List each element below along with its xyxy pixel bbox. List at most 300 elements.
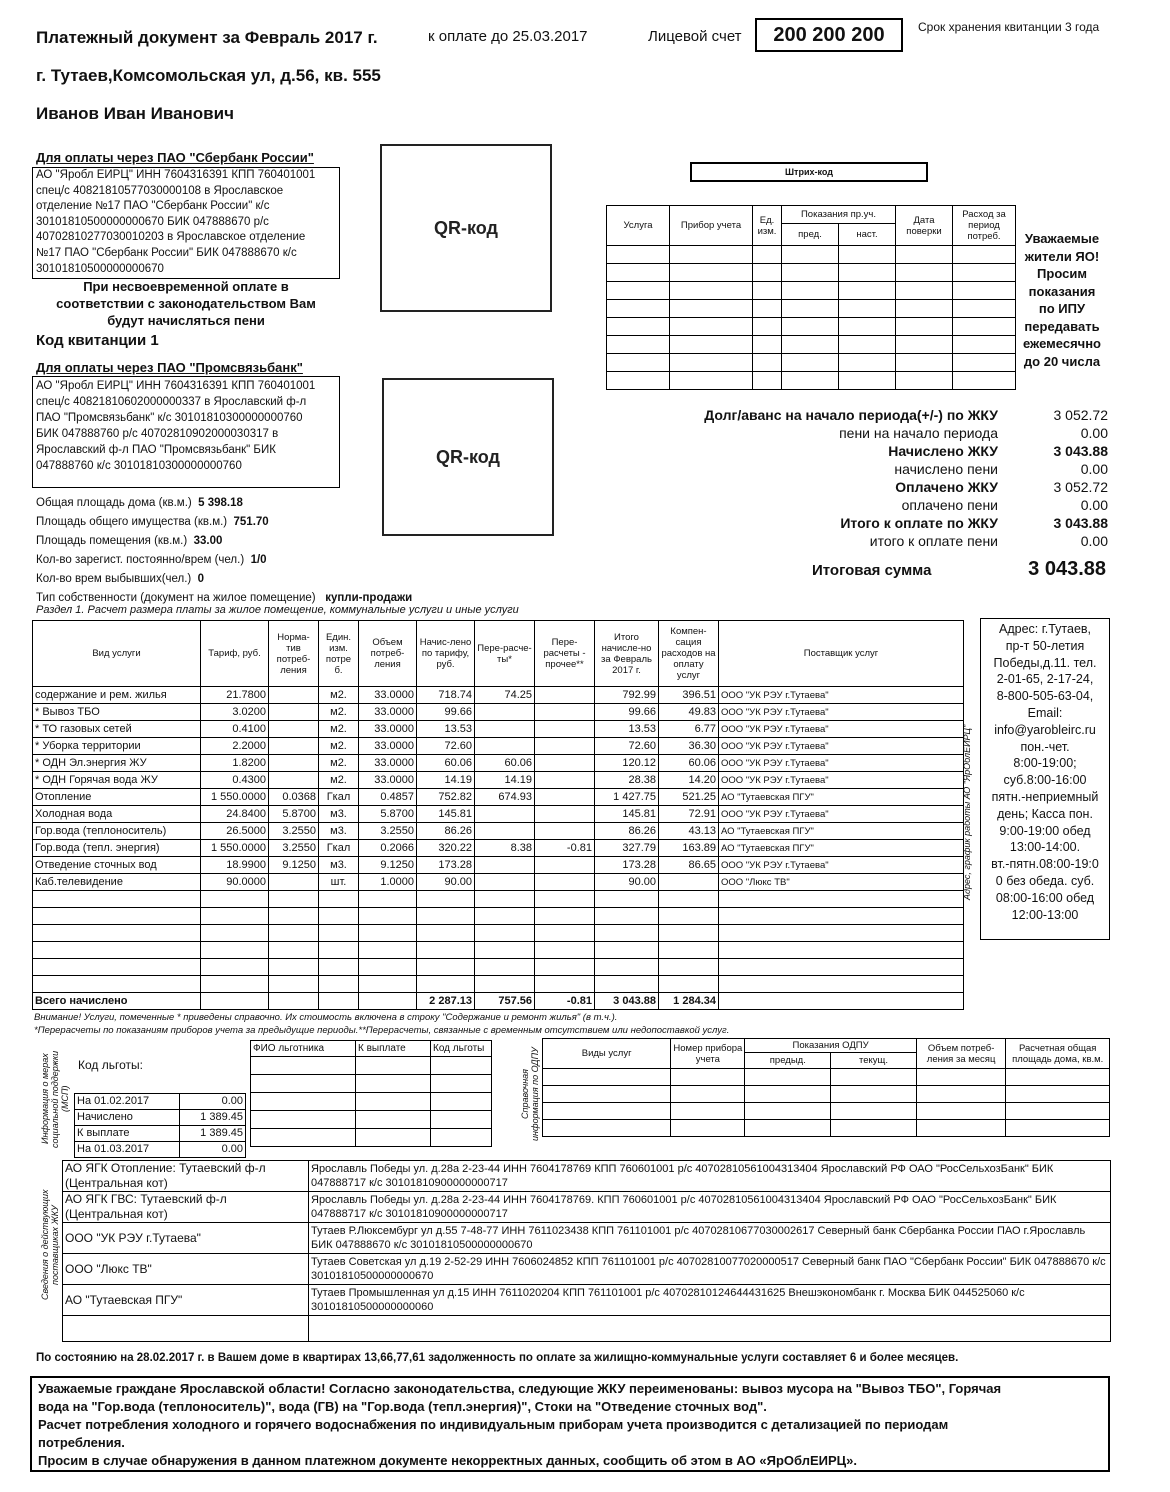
- section-title: Раздел 1. Расчет размера платы за жилое помещение, коммунальные услуги и иные услуги: [36, 604, 519, 616]
- services-cell: 3 043.88: [595, 993, 659, 1010]
- sber-heading: Для оплаты через ПАО "Сбербанк России": [36, 150, 314, 165]
- services-cell: [719, 959, 964, 976]
- services-cell: 521.25: [659, 789, 719, 806]
- services-cell: 163.89: [659, 840, 719, 857]
- services-cell: м3.: [319, 823, 359, 840]
- services-cell: [359, 959, 417, 976]
- services-cell: 26.5000: [201, 823, 269, 840]
- services-row: [33, 874, 964, 891]
- services-row: [33, 721, 964, 738]
- services-cell: [33, 891, 201, 908]
- services-cell: 36.30: [659, 738, 719, 755]
- due-date: к оплате до 25.03.2017: [428, 28, 588, 45]
- services-cell: [359, 942, 417, 959]
- side-address-line: пр-т 50-летия: [1005, 638, 1085, 653]
- services-cell: ООО "УК РЭУ г.Тутаева": [719, 738, 964, 755]
- services-cell: [475, 959, 535, 976]
- services-cell: [201, 976, 269, 993]
- services-cell: АО "Тутаевская ПГУ": [719, 789, 964, 806]
- services-cell: [269, 874, 319, 891]
- services-cell: 9.1250: [269, 857, 319, 874]
- footnotes: [34, 1011, 729, 1037]
- payer-name: Иванов Иван Иванович: [36, 104, 234, 123]
- supplier-row: [63, 1223, 1111, 1254]
- services-cell: 1 550.0000: [201, 840, 269, 857]
- services-cell: [201, 993, 269, 1010]
- sber-line: АО "Яробл ЕИРЦ" ИНН 7604316391 КПП 760401001: [36, 169, 316, 181]
- services-cell: 145.81: [595, 806, 659, 823]
- psb-line: АО "Яробл ЕИРЦ" ИНН 7604316391 КПП 760401001: [36, 380, 316, 392]
- services-cell: * Уборка территории: [33, 738, 201, 755]
- services-cell: 320.22: [417, 840, 475, 857]
- bottom-notice-line: Расчет потребления холодного и горячего водоснабжения по индивидуальным приборам учета производится с детализацией по периодам: [38, 1417, 949, 1432]
- services-table: [32, 620, 964, 1010]
- psb-line: 047888760 к/с 30101810300000000760: [36, 460, 242, 472]
- house-info-row: Кол-во зарегист. постоянно/врем (чел.) 1/0: [36, 554, 267, 566]
- summary-row: Итого к оплате по ЖКУ 3 043.88: [840, 515, 1108, 531]
- services-cell: Отопление: [33, 789, 201, 806]
- services-row: [33, 806, 964, 823]
- services-cell: Гкал: [319, 840, 359, 857]
- bottom-notice-line: вода на "Гор.вода (теплоноситель)", вода (ГВ) на "Гор.вода (тепл.энергия)", Стоки на "Отведение сточных вод".: [38, 1399, 767, 1414]
- services-cell: 86.26: [595, 823, 659, 840]
- services-cell: 72.91: [659, 806, 719, 823]
- side-address-line: вт.-пятн.08:00-19:0: [991, 857, 1099, 872]
- services-cell: [201, 908, 269, 925]
- side-address-line: 08:00-16:00 обед: [995, 890, 1095, 905]
- sber-line: 30101810500000000670 БИК 047888670 р/с: [36, 215, 269, 228]
- sber-line: №17 ПАО "Сбербанк России" БИК 047888670 к/с: [36, 246, 297, 259]
- services-cell: 792.99: [595, 687, 659, 704]
- services-cell: [33, 942, 201, 959]
- services-cell: 13.53: [595, 721, 659, 738]
- services-row: [33, 823, 964, 840]
- services-cell: [475, 874, 535, 891]
- services-header-cell: Вид услуги: [33, 621, 201, 687]
- services-cell: [719, 942, 964, 959]
- services-row: [33, 993, 964, 1010]
- summary-row: оплачено пени 0.00: [901, 497, 1108, 513]
- penalty-line: будут начисляться пени: [107, 313, 265, 328]
- services-cell: [359, 908, 417, 925]
- services-cell: [659, 942, 719, 959]
- services-cell: [359, 976, 417, 993]
- services-cell: [417, 925, 475, 942]
- msp-table: ФИО льготника К выплате Код льготы: [250, 1040, 492, 1147]
- services-cell: [719, 925, 964, 942]
- services-cell: м2.: [319, 704, 359, 721]
- services-cell: [359, 925, 417, 942]
- supplier-row: [63, 1161, 1111, 1192]
- services-cell: 21.7800: [201, 687, 269, 704]
- services-row: [33, 959, 964, 976]
- services-row: [33, 942, 964, 959]
- services-cell: [719, 891, 964, 908]
- services-cell: [475, 721, 535, 738]
- sber-line: 40702810277030010203 в Ярославское отделение: [36, 231, 306, 244]
- house-info-row: Тип собственности (документ на жилое помещение) купли-продажи: [36, 592, 413, 604]
- services-cell: Каб.телевидение: [33, 874, 201, 891]
- suppliers-table: [62, 1160, 1111, 1342]
- services-cell: ООО "УК РЭУ г.Тутаева": [719, 806, 964, 823]
- services-cell: [475, 857, 535, 874]
- services-cell: ООО "УК РЭУ г.Тутаева": [719, 857, 964, 874]
- services-cell: 90.0000: [201, 874, 269, 891]
- services-cell: ООО "УК РЭУ г.Тутаева": [719, 687, 964, 704]
- services-row: [33, 755, 964, 772]
- services-cell: ООО "УК РЭУ г.Тутаева": [719, 772, 964, 789]
- services-cell: [417, 891, 475, 908]
- services-header-cell: Пере-расчеты - прочее**: [535, 621, 595, 687]
- services-row: [33, 857, 964, 874]
- services-cell: [269, 908, 319, 925]
- sber-requisites: [32, 167, 340, 279]
- services-cell: м3.: [319, 857, 359, 874]
- bottom-notice-line: потребления.: [38, 1435, 125, 1450]
- services-cell: [319, 993, 359, 1010]
- services-header-cell: Поставщик услуг: [719, 621, 964, 687]
- services-cell: [535, 857, 595, 874]
- services-cell: 90.00: [417, 874, 475, 891]
- account-label: Лицевой счет: [648, 28, 742, 45]
- services-cell: 60.06: [659, 755, 719, 772]
- services-cell: [719, 908, 964, 925]
- services-cell: [595, 976, 659, 993]
- services-cell: [535, 925, 595, 942]
- meter-table: [606, 205, 1016, 390]
- services-cell: [535, 823, 595, 840]
- services-cell: 60.06: [475, 755, 535, 772]
- services-cell: * Вывоз ТБО: [33, 704, 201, 721]
- services-cell: 99.66: [417, 704, 475, 721]
- services-cell: [535, 976, 595, 993]
- side-address-line: пятн.-неприемный: [991, 789, 1099, 804]
- services-cell: 718.74: [417, 687, 475, 704]
- services-cell: [319, 976, 359, 993]
- house-info-row: Площадь общего имущества (кв.м.) 751.70: [36, 516, 269, 528]
- services-cell: [319, 925, 359, 942]
- side-address-line: 2-01-65, 2-17-24,: [996, 672, 1094, 687]
- services-cell: [201, 891, 269, 908]
- services-cell: [269, 772, 319, 789]
- services-cell: [535, 959, 595, 976]
- services-cell: [719, 993, 964, 1010]
- total-label: Итоговая сумма: [812, 562, 932, 579]
- services-cell: [269, 738, 319, 755]
- services-cell: 33.0000: [359, 755, 417, 772]
- services-cell: [475, 823, 535, 840]
- meter-th: наст.: [839, 224, 896, 246]
- services-row: [33, 840, 964, 857]
- services-row: [33, 687, 964, 704]
- services-cell: 33.0000: [359, 687, 417, 704]
- services-cell: [359, 891, 417, 908]
- footnote: *Перерасчеты по показаниям приборов учета за предыдущие периоды.**Перерасчеты, связанные с временным отсутствием или недопоставкой услуг.: [34, 1025, 730, 1036]
- services-cell: 396.51: [659, 687, 719, 704]
- services-row: [33, 976, 964, 993]
- side-address-line: info@yarobleirc.ru: [994, 722, 1096, 737]
- services-header-cell: Итого начисле-но за Февраль 2017 г.: [595, 621, 659, 687]
- psb-heading: Для оплаты через ПАО "Промсвязьбанк": [36, 360, 303, 375]
- meter-th: Прибор учета: [670, 206, 753, 246]
- services-cell: 1.8200: [201, 755, 269, 772]
- services-cell: [33, 959, 201, 976]
- services-cell: [269, 755, 319, 772]
- services-cell: [475, 806, 535, 823]
- services-cell: [33, 908, 201, 925]
- services-cell: Всего начислено: [33, 993, 201, 1010]
- supplier-name: ООО "Люкс ТВ": [63, 1254, 309, 1285]
- services-cell: Гор.вода (тепл. энергия): [33, 840, 201, 857]
- qr-code-psb: QR-код: [382, 378, 554, 536]
- services-cell: [535, 687, 595, 704]
- services-cell: 18.9900: [201, 857, 269, 874]
- services-cell: Гкал: [319, 789, 359, 806]
- supplier-name: ООО "УК РЭУ г.Тутаева": [63, 1223, 309, 1254]
- services-cell: 86.65: [659, 857, 719, 874]
- qr-code-sber: QR-код: [380, 144, 552, 312]
- services-cell: [535, 772, 595, 789]
- services-cell: 14.20: [659, 772, 719, 789]
- side-address-line: 12:00-13:00: [1011, 907, 1079, 922]
- services-row: [33, 738, 964, 755]
- services-cell: содержание и рем. жилья: [33, 687, 201, 704]
- services-cell: 13.53: [417, 721, 475, 738]
- services-cell: [201, 942, 269, 959]
- penalty-line: соответствии с законодательством Вам: [56, 296, 316, 311]
- services-cell: 145.81: [417, 806, 475, 823]
- footnote: Внимание! Услуги, помеченные * приведены справочно. Их стоимость включена в строку "Содержание и ремонт жилья" (в т.ч.).: [34, 1012, 618, 1023]
- services-cell: [659, 976, 719, 993]
- services-cell: [201, 925, 269, 942]
- services-cell: [269, 976, 319, 993]
- side-address: [981, 619, 1109, 923]
- side-address-box: [980, 618, 1110, 940]
- address: г. Тутаев,Комсомольская ул, д.56, кв. 555: [36, 66, 381, 85]
- supplier-row: [63, 1192, 1111, 1223]
- services-cell: 3.2550: [269, 823, 319, 840]
- services-header-cell: Един. изм. потре б.: [319, 621, 359, 687]
- services-cell: [319, 891, 359, 908]
- services-cell: [535, 874, 595, 891]
- services-cell: м2.: [319, 738, 359, 755]
- services-cell: [535, 721, 595, 738]
- services-cell: [595, 925, 659, 942]
- services-cell: 14.19: [475, 772, 535, 789]
- services-cell: ООО "УК РЭУ г.Тутаева": [719, 704, 964, 721]
- house-info-row: Кол-во врем выбывших(чел.) 0: [36, 573, 205, 585]
- services-header-cell: Пере-расче-ты*: [475, 621, 535, 687]
- services-cell: 0.4300: [201, 772, 269, 789]
- suppliers-vertical-label: Сведения о действующих поставщиках ЖКУ: [40, 1189, 60, 1301]
- services-cell: 3.2550: [359, 823, 417, 840]
- services-cell: 757.56: [475, 993, 535, 1010]
- services-cell: м2.: [319, 772, 359, 789]
- services-cell: [659, 908, 719, 925]
- services-cell: [33, 925, 201, 942]
- services-cell: [417, 959, 475, 976]
- services-cell: [201, 959, 269, 976]
- summary-row: начислено пени 0.00: [894, 461, 1108, 477]
- summary-row: пени на начало периода 0.00: [839, 425, 1108, 441]
- services-cell: [659, 874, 719, 891]
- services-header-cell: Тариф, руб.: [201, 621, 269, 687]
- services-row: [33, 908, 964, 925]
- services-cell: 60.06: [417, 755, 475, 772]
- supplier-requisites: Ярославль Победы ул. д.28а 2-23-44 ИНН 7604178769. КПП 760601001 р/с 40702810561004313404 Ярославский РФ ОАО "РосСельхозБанк" БИК 047888717 к/с 30101810900000000717: [309, 1192, 1111, 1223]
- side-address-line: Победы,д.11. тел.: [993, 655, 1097, 670]
- services-cell: м2.: [319, 721, 359, 738]
- psb-line: спец/с 40821810602000000337 в Ярославский ф-л: [36, 396, 307, 408]
- services-cell: 28.38: [595, 772, 659, 789]
- services-cell: [595, 959, 659, 976]
- meter-th: Дата поверки: [896, 206, 953, 246]
- services-row: [33, 789, 964, 806]
- summary-table: [704, 406, 1108, 550]
- house-info: [36, 494, 412, 608]
- services-cell: 752.82: [417, 789, 475, 806]
- services-cell: [269, 925, 319, 942]
- services-cell: [595, 942, 659, 959]
- ipu-notice: Уважаемые жители ЯО! Просим показания по ИПУ передавать ежемесячно до 20 числа: [1023, 231, 1101, 369]
- services-header-cell: Начис-лено по тарифу, руб.: [417, 621, 475, 687]
- services-cell: [475, 925, 535, 942]
- sber-line: спец/с 40821810577030000108 в Ярославское: [36, 184, 284, 197]
- services-cell: [417, 976, 475, 993]
- services-cell: шт.: [319, 874, 359, 891]
- services-cell: [269, 721, 319, 738]
- penalty-note: [32, 278, 340, 329]
- services-cell: 3.2550: [269, 840, 319, 857]
- meter-th: Расход за период потреб.: [953, 206, 1016, 246]
- barcode: Штрих-код: [690, 162, 928, 182]
- psb-line: БИК 047888760 р/с 40702810902000030317 в: [36, 428, 279, 440]
- services-cell: [417, 908, 475, 925]
- services-cell: 72.60: [417, 738, 475, 755]
- services-cell: [535, 908, 595, 925]
- side-address-line: 8:00-19:00;: [1013, 756, 1077, 771]
- odpu-vertical-label: Справочная информация по ОДПУ: [520, 1047, 540, 1141]
- bottom-notice: [30, 1376, 1110, 1472]
- account-number: 200 200 200: [755, 18, 903, 52]
- side-address-line: 8-800-505-63-04,: [996, 689, 1094, 704]
- services-cell: [33, 976, 201, 993]
- supplier-row: [63, 1285, 1111, 1316]
- supplier-requisites: Тутаев Промышленная ул д.15 ИНН 7611020204 КПП 761101001 р/с 40702810124644431625 Внешэкономбанк г. Москва БИК 044525060 к/с 30101810500000000060: [309, 1285, 1111, 1316]
- supplier-name: АО ЯГК Отопление: Тутаевский ф-л (Центральная кот): [63, 1161, 309, 1192]
- services-cell: Гор.вода (теплоноситель): [33, 823, 201, 840]
- meter-th: пред.: [782, 224, 839, 246]
- services-cell: * ОДН Эл.энергия ЖУ: [33, 755, 201, 772]
- services-cell: [535, 942, 595, 959]
- services-cell: * ОДН Горячая вода ЖУ: [33, 772, 201, 789]
- services-cell: [269, 687, 319, 704]
- services-cell: 99.66: [595, 704, 659, 721]
- services-cell: [719, 976, 964, 993]
- services-cell: [269, 959, 319, 976]
- services-cell: 1 550.0000: [201, 789, 269, 806]
- services-cell: ООО "УК РЭУ г.Тутаева": [719, 721, 964, 738]
- services-cell: м2.: [319, 687, 359, 704]
- services-cell: 33.0000: [359, 738, 417, 755]
- services-cell: 24.8400: [201, 806, 269, 823]
- services-cell: [535, 806, 595, 823]
- services-cell: 0.0368: [269, 789, 319, 806]
- services-cell: 72.60: [595, 738, 659, 755]
- services-cell: АО "Тутаевская ПГУ": [719, 823, 964, 840]
- doc-title: Платежный документ за Февраль 2017 г.: [36, 28, 378, 47]
- services-cell: 173.28: [417, 857, 475, 874]
- bottom-notice-line: Просим в случае обнаружения в данном платежном документе некорректных данных, сообщить об этом в АО «ЯрОблЕИРЦ».: [38, 1453, 857, 1468]
- side-address-line: Email:: [1027, 705, 1063, 720]
- side-address-line: Адрес: г.Тутаев,: [998, 622, 1092, 636]
- services-cell: [535, 891, 595, 908]
- services-cell: 0.4857: [359, 789, 417, 806]
- services-cell: 14.19: [417, 772, 475, 789]
- services-cell: [475, 908, 535, 925]
- services-cell: 90.00: [595, 874, 659, 891]
- services-cell: 5.8700: [359, 806, 417, 823]
- supplier-requisites: Тутаев Советская ул д.19 2-52-29 ИНН 7606024852 КПП 761101001 р/с 40702810077020000517 Северный банк ПАО "Сбербанк России" БИК 047888670 к/с 30101810500000000670: [309, 1254, 1111, 1285]
- services-cell: [359, 993, 417, 1010]
- summary-row: Начислено ЖКУ 3 043.88: [888, 443, 1108, 459]
- supplier-name: АО "Тутаевская ПГУ": [63, 1285, 309, 1316]
- services-cell: 120.12: [595, 755, 659, 772]
- services-cell: 5.8700: [269, 806, 319, 823]
- services-cell: 33.0000: [359, 704, 417, 721]
- services-cell: [475, 942, 535, 959]
- services-cell: ООО "Люкс ТВ": [719, 874, 964, 891]
- services-cell: 33.0000: [359, 772, 417, 789]
- services-cell: [269, 704, 319, 721]
- services-cell: 1 284.34: [659, 993, 719, 1010]
- services-cell: [595, 891, 659, 908]
- bottom-notice-line: Уважаемые граждане Ярославской области! Согласно законодательства, следующие ЖКУ переименованы: вывоз мусора на "Вывоз ТБО", Горячая: [38, 1381, 1002, 1396]
- services-cell: [319, 908, 359, 925]
- services-cell: [319, 959, 359, 976]
- side-vertical-label: Адрес, график работы АО "ЯрОблЕИРЦ": [962, 724, 972, 900]
- services-cell: [475, 976, 535, 993]
- receipt-code: Код квитанции 1: [36, 332, 159, 349]
- services-cell: [535, 704, 595, 721]
- supplier-name: АО ЯГК ГВС: Тутаевский ф-л (Центральная кот): [63, 1192, 309, 1223]
- summary-row: Долг/аванс на начало периода(+/-) по ЖКУ 3 052.72: [704, 407, 1108, 423]
- odpu-table: Виды услуг Номер прибора учета Показания ОДПУ Объем потреб-ления за месяц Расчетная общая площадь дома, кв.м. предыд. текущ.: [542, 1038, 1110, 1137]
- psb-requisites: [32, 376, 340, 488]
- services-row: [33, 772, 964, 789]
- meter-th: Показания пр.уч.: [782, 206, 896, 224]
- summary-row: итого к оплате пени 0.00: [869, 533, 1108, 549]
- services-cell: [269, 993, 319, 1010]
- side-address-line: пон.-чет.: [1020, 739, 1070, 754]
- house-info-row: Площадь помещения (кв.м.) 33.00: [36, 535, 223, 547]
- side-address-line: 13:00-14:00.: [1009, 840, 1081, 855]
- services-cell: [417, 942, 475, 959]
- services-cell: -0.81: [535, 840, 595, 857]
- services-header-cell: Норма-тив потреб-ления: [269, 621, 319, 687]
- supplier-row: [63, 1254, 1111, 1285]
- msp-vertical-label: Информация о мерах социальной поддержки (МСП): [40, 1050, 70, 1148]
- services-cell: Холодная вода: [33, 806, 201, 823]
- services-cell: [535, 738, 595, 755]
- psb-line: Ярославский ф-л ПАО "Промсвязьбанк" БИК: [36, 444, 276, 456]
- supplier-requisites: Тутаев Р.Люксембург ул д.55 7-48-77 ИНН 7611023438 КПП 761101001 р/с 40702810677030002617 Северный банк Сбербанка России ПАО г.Ярославль БИК 047888670 к/с 30101810500000000670: [309, 1223, 1111, 1254]
- services-cell: 674.93: [475, 789, 535, 806]
- services-cell: 49.83: [659, 704, 719, 721]
- services-cell: [595, 908, 659, 925]
- meter-th: Ед. изм.: [753, 206, 782, 246]
- services-cell: 0.2066: [359, 840, 417, 857]
